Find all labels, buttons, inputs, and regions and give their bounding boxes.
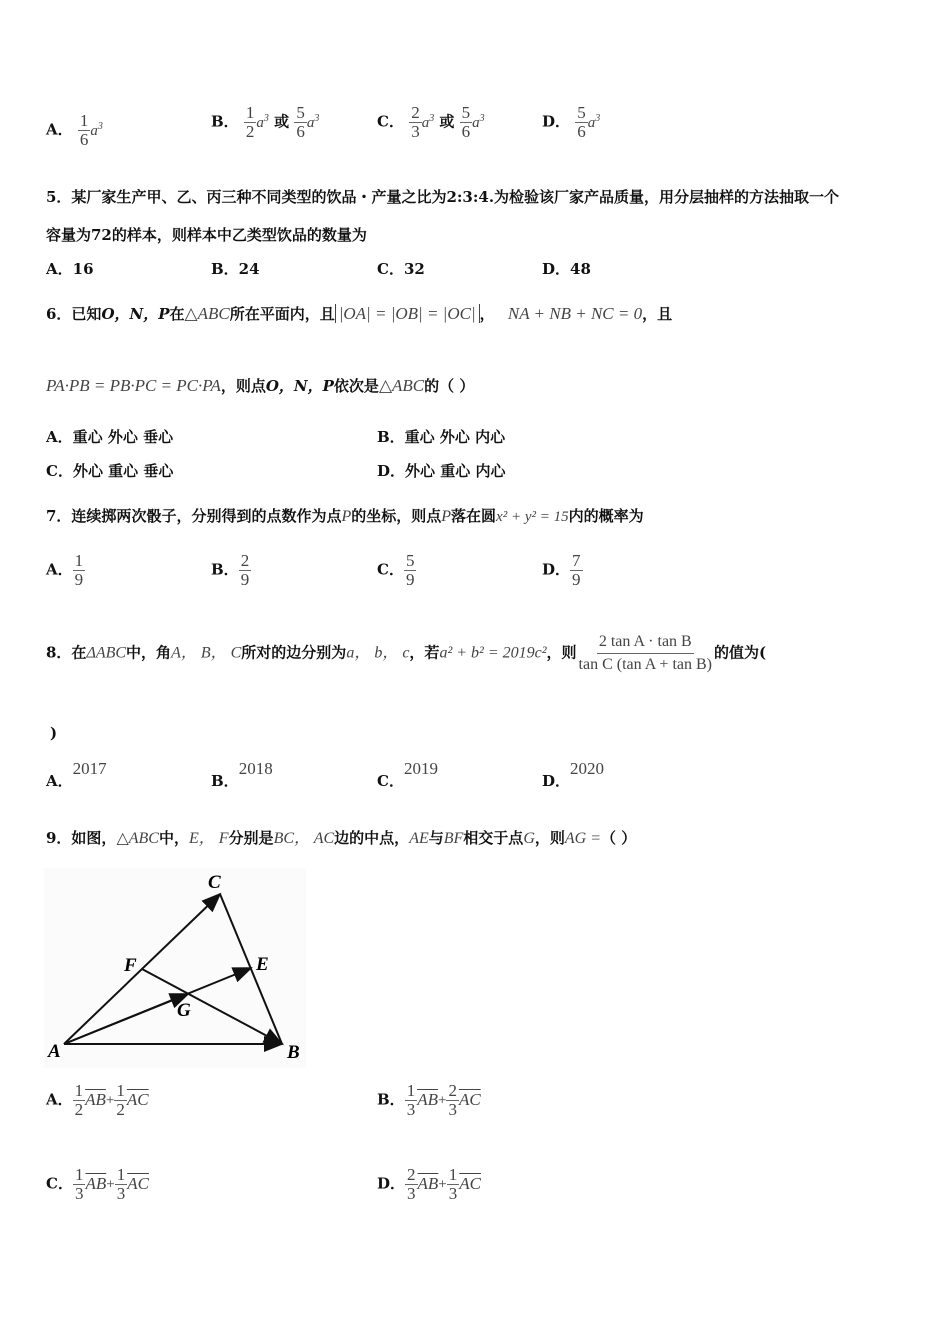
label-a: A	[48, 1041, 61, 1062]
q6-option-d: D．外心 重心 内心	[377, 462, 506, 480]
q8-option-c: C．2019	[377, 759, 438, 790]
q7-option-d: D． $\frac{7}{9}$	[542, 551, 581, 589]
q8-close-paren: )	[50, 724, 58, 742]
q5-option-d: D．48	[542, 260, 591, 278]
q6-option-c: C．外心 重心 垂心	[46, 462, 174, 480]
q5-stem-line1: 5．某厂家生产甲、乙、丙三种不同类型的饮品・产量之比为2:3:4.为检验该厂家产品质量，用分层抽样的方法抽取一个	[46, 188, 840, 206]
q9-triangle-figure	[44, 868, 306, 1068]
q5-option-c: C．32	[377, 260, 425, 278]
q8-fraction: $\frac{\text{2 tan A · tan B}}{\text{tan C (tan A + tan B)}}$	[578, 633, 712, 673]
q6-eq-abs: |OA| = |OB| = |OC|	[335, 304, 480, 323]
q4-option-d: D． $\frac{5}{6}$ $a^3$	[542, 103, 601, 141]
q5-stem-line2: 容量为72的样本，则样本中乙类型饮品的数量为	[46, 226, 367, 244]
label-c: C	[208, 872, 221, 893]
q4-option-a: A． $\frac{1}{6}$ $a^3$	[46, 111, 103, 149]
q8-option-b: B．2018	[211, 759, 273, 790]
q8-option-d: D．2020	[542, 759, 605, 790]
q9-option-a: A． $\frac{1}{2}$ $\overline{AB}+$ $\frac{1}{2}$ $\overline{AC}$	[46, 1081, 149, 1119]
q9-option-d: D． $\frac{2}{3}$ $\overline{AB}+$ $\frac{1}{3}$ $\overline{AC}$	[377, 1165, 481, 1203]
q7-option-b: B． $\frac{2}{9}$	[211, 551, 250, 589]
label-g: G	[177, 1000, 191, 1021]
q6-stem-line2: PA·PB = PB·PC = PC·PA，则点O，N，P依次是△ABC的（ ）	[46, 376, 475, 395]
q8-stem: 8．在ΔABC中，角A， B， C所对的边分别为a， b， c，若a² + b² = 2019c²，则 $\frac{\text{2 tan A · tan B}}{\text{tan C (tan A + tan B)}}$ 的值为(	[46, 633, 767, 673]
q5-option-b: B．24	[211, 260, 260, 278]
q6-stem-line1: 6．已知O，N，P在△ABC所在平面内，且 |OA| = |OB| = |OC| ， NA + NB + NC = 0，且	[46, 304, 673, 323]
q4-option-b: B． $\frac{1}{2}$ $a^3$ 或 $\frac{5}{6}$ $a^3$	[211, 103, 320, 141]
label-b: B	[287, 1042, 300, 1063]
q4-option-c: C． $\frac{2}{3}$ $a^3$ 或 $\frac{5}{6}$ $a^3$	[377, 103, 485, 141]
q9-stem: 9．如图，△ABC中，E， F分别是BC， AC边的中点，AE与BF相交于点G，则AG =（ ）	[46, 829, 637, 847]
q7-option-c: C． $\frac{5}{9}$	[377, 551, 415, 589]
label-f: F	[124, 955, 137, 976]
q5-option-a: A．16	[46, 260, 94, 278]
q6-option-a: A．重心 外心 垂心	[46, 428, 174, 446]
q7-stem: 7．连续掷两次骰子，分别得到的点数作为点P的坐标，则点P落在圆x² + y² = 15内的概率为	[46, 507, 644, 525]
label-e: E	[256, 954, 269, 975]
q9-option-c: C． $\frac{1}{3}$ $\overline{AB}+$ $\frac{1}{3}$ $\overline{AC}$	[46, 1165, 149, 1203]
q7-option-a: A． $\frac{1}{9}$	[46, 551, 84, 589]
q8-option-a: A．2017	[46, 759, 107, 790]
q9-option-b: B． $\frac{1}{3}$ $\overline{AB}+$ $\frac{2}{3}$ $\overline{AC}$	[377, 1081, 481, 1119]
q6-option-b: B．重心 外心 内心	[377, 428, 506, 446]
